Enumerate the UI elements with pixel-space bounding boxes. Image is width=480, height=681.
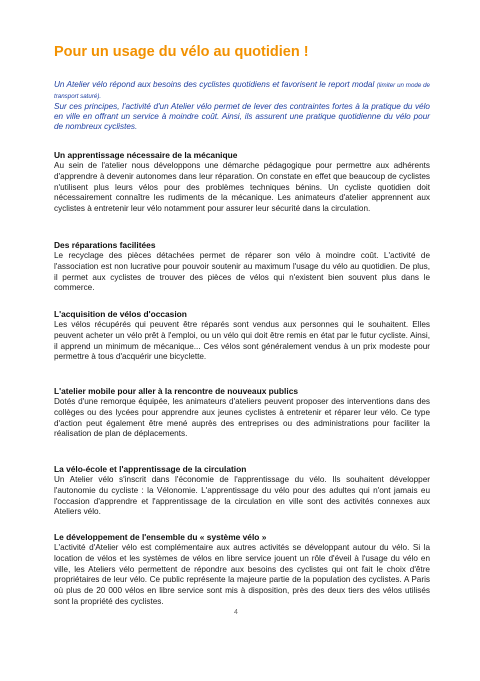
section-heading: L'acquisition de vélos d'occasion bbox=[54, 309, 187, 319]
section-heading: Le développement de l'ensemble du « système vélo » bbox=[54, 532, 267, 542]
section-occasion bbox=[54, 309, 430, 363]
section-reparations bbox=[54, 240, 430, 294]
intro-text: Un Atelier vélo répond aux besoins des cyclistes quotidiens et favorisent le report modal bbox=[54, 80, 377, 89]
section-atelier-mobile bbox=[54, 386, 430, 440]
section-body: Au sein de l'atelier nous développons une démarche pédagogique pour permettre aux adhérents d'apprendre à devenir autonomes dans leur réparation. On constate en effet que beaucoup de cyclistes n'utilisent plus leurs vélos pour des problèmes techniques bénins. Un cycliste quotidien doit nécessairement connaître les rudiments de la mécanique. Les animateurs d'atelier apprennent aux cyclistes à entretenir leur vélo notamment pour assurer leur sécurité dans la circulation. bbox=[54, 161, 430, 214]
section-heading: La vélo-école et l'apprentissage de la circulation bbox=[54, 464, 247, 474]
section-body: Les vélos récupérés qui peuvent être réparés sont vendus aux personnes qui le souhaitent. Elles peuvent acheter un vélo prêt à l'emploi, ou un vélo qui doit être remis en état par le futur cycliste. Ainsi, il apprend un minimum de mécanique... Ces vélos sont généralement vendus à un prix modeste pour permettre à tous d'acquérir une bicyclette. bbox=[54, 320, 430, 362]
page-title: Pour un usage du vélo au quotidien ! bbox=[54, 44, 309, 60]
intro-note: (limiter un mode de transport saturé). bbox=[54, 82, 430, 101]
section-body: L'activité d'Atelier vélo est complémentaire aux autres activités se développant autour du vélo. Si la location de vélos et les systèmes de vélos en libre service jouent un rôle d'éveil à l'usage du vélo en ville, les Ateliers vélo permettent de répondre aux besoins des cyclistes qui ont fait le choix d'être propriétaires de leur vélo. Ce public représente la majeure partie de la population des cyclistes. A Paris où plus de 20 000 vélos en libre service sont mis à disposition, près des deux tiers des vélos utilisés sont la propriété des cyclistes. bbox=[54, 543, 430, 606]
section-body: Le recyclage des pièces détachées permet de réparer son vélo à moindre coût. L'activité de l'association est non lucrative pour pouvoir soutenir au maximum l'usage du vélo au quotidien. De plus, il permet aux cyclistes de trouver des pièces de vélos qui n'existent bien souvent plus dans le commerce. bbox=[54, 251, 430, 293]
section-mecanique bbox=[54, 150, 430, 215]
section-heading: Un apprentissage nécessaire de la mécanique bbox=[54, 150, 238, 160]
section-heading: L'atelier mobile pour aller à la rencontre de nouveaux publics bbox=[54, 386, 299, 396]
intro-block bbox=[54, 80, 430, 132]
page-number: 4 bbox=[234, 609, 238, 616]
intro-paragraph-2: Sur ces principes, l'activité d'un Atelier vélo permet de lever des contraintes fortes à la pratique du vélo en ville en offrant un service à moindre coût. Ainsi, ils assurent une pratique quotidienne du vélo pour de nombreux cyclistes. bbox=[54, 102, 430, 132]
section-systeme-velo bbox=[54, 532, 430, 608]
section-body: Dotés d'une remorque équipée, les animateurs d'ateliers peuvent proposer des interventions dans des collèges ou des lycées pour apprendre aux jeunes cyclistes à entretenir et réparer leur vélo. Ce type d'action peut également être mené auprès des entreprises ou des administrations pour faciliter la réalisation de plan de déplacements. bbox=[54, 397, 430, 439]
section-body: Un Atelier vélo s'inscrit dans l'économie de l'apprentissage du vélo. Ils souhaitent développer l'autonomie du cycliste : la Vélonomie. L'apprentissage du vélo pour des adultes qui n'ont jamais eu l'occasion d'apprendre et l'apprentissage de la circulation en ville sont des activités connexes aux Ateliers vélo. bbox=[54, 475, 430, 517]
intro-paragraph-1 bbox=[54, 80, 430, 102]
section-heading: Des réparations facilitées bbox=[54, 240, 156, 250]
section-velo-ecole bbox=[54, 464, 430, 518]
